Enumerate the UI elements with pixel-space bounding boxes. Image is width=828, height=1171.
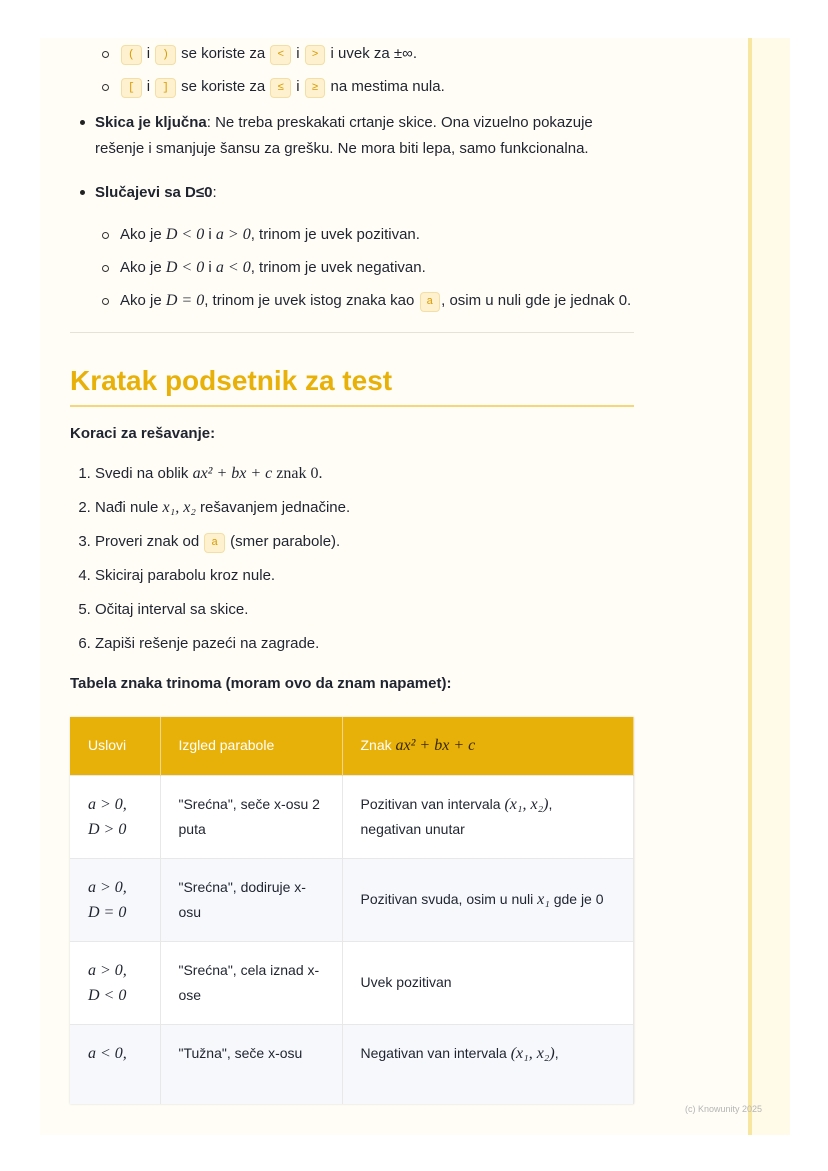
code: [ [121,78,142,98]
text: i [296,78,300,95]
step: 2. Nađi nule x₁, x₂ rešavanjem jednačine. [95,495,634,521]
text: se koriste za [181,78,266,95]
step: 1. Svedi na oblik ax² + bx + c znak 0. [95,461,634,487]
list-item [95,110,634,162]
column-header: Uslovi [70,717,160,775]
cell: "Srećna", cela iznad x-ose [160,941,342,1024]
bold-text: Slučajevi sa D≤0 [95,184,213,201]
text: i [146,45,151,62]
text: i uvek za ±∞. [330,45,417,62]
list-item [95,180,634,314]
list-item: Ako je D < 0 i a < 0, trinom je uvek negativan. [120,255,634,281]
table-row [70,941,634,1024]
code: a [204,533,225,553]
cell: Pozitivan svuda, osim u nuli x₁ gde je 0 [342,858,634,941]
steps-title: Koraci za rešavanje: [70,425,216,442]
cell: a < 0, [70,1024,160,1104]
list-item [120,74,634,100]
cell: "Srećna", seče x-osu 2 puta [160,775,342,858]
section-heading: Kratak podsetnik za test [70,363,634,407]
step: 6. Zapiši rešenje pazeći na zagrade. [95,631,634,657]
cell: "Tužna", seče x-osu [160,1024,342,1104]
table-row [70,775,634,858]
code: ] [155,78,176,98]
step: 3. Proveri znak od a (smer parabole). [95,529,634,555]
content [70,38,634,1104]
cell: Uvek pozitivan [342,941,634,1024]
column-header: Izgled parabole [160,717,342,775]
text: i [296,45,300,62]
list-item: Ako je D < 0 i a > 0, trinom je uvek pozitivan. [120,222,634,248]
table-row [70,1024,634,1104]
copyright: (c) Knowunity 2025 [685,1104,763,1114]
cell: a > 0, D < 0 [70,941,160,1024]
table-title: Tabela znaka trinoma (moram ovo da znam napamet): [70,675,452,692]
code: a [420,292,441,312]
bold-text: Skica je ključna [95,114,207,131]
document-page [40,38,790,1135]
tips-list [70,110,634,314]
bracket-list [70,38,634,100]
cell: a > 0, D > 0 [70,775,160,858]
text: na mestima nula. [330,78,445,95]
cell: a > 0, D = 0 [70,858,160,941]
side-margin [752,38,790,1135]
steps-list [70,461,634,657]
code: ( [121,45,142,65]
text: : Ne treba preskakati crtanje skice. Ona vizuelno pokazuje rešenje i smanjuje šansu za grešku. Ne mora biti lepa, samo funkcionalna. [95,114,593,157]
code: < [270,45,291,65]
sign-table [70,717,634,1104]
code: ) [155,45,176,65]
divider [70,332,634,333]
table-row [70,858,634,941]
code: ≤ [270,78,291,98]
cases-list [95,222,634,314]
cell: Negativan van intervala (x₁, x₂), [342,1024,634,1104]
code: > [305,45,326,65]
step: 4. Skiciraj parabolu kroz nule. [95,563,634,589]
text: se koriste za [181,45,266,62]
cell: "Srećna", dodiruje x-osu [160,858,342,941]
code: ≥ [305,78,326,98]
list-item [120,41,634,67]
column-header: Znak ax² + bx + c [342,717,634,775]
list-item: Ako je D = 0, trinom je uvek istog znaka kao a , osim u nuli gde je jednak 0. [120,288,634,314]
cell: Pozitivan van intervala (x₁, x₂), negativan unutar [342,775,634,858]
text: : [212,184,217,201]
text: i [146,78,151,95]
step: 5. Očitaj interval sa skice. [95,597,634,623]
table-header [70,717,634,775]
